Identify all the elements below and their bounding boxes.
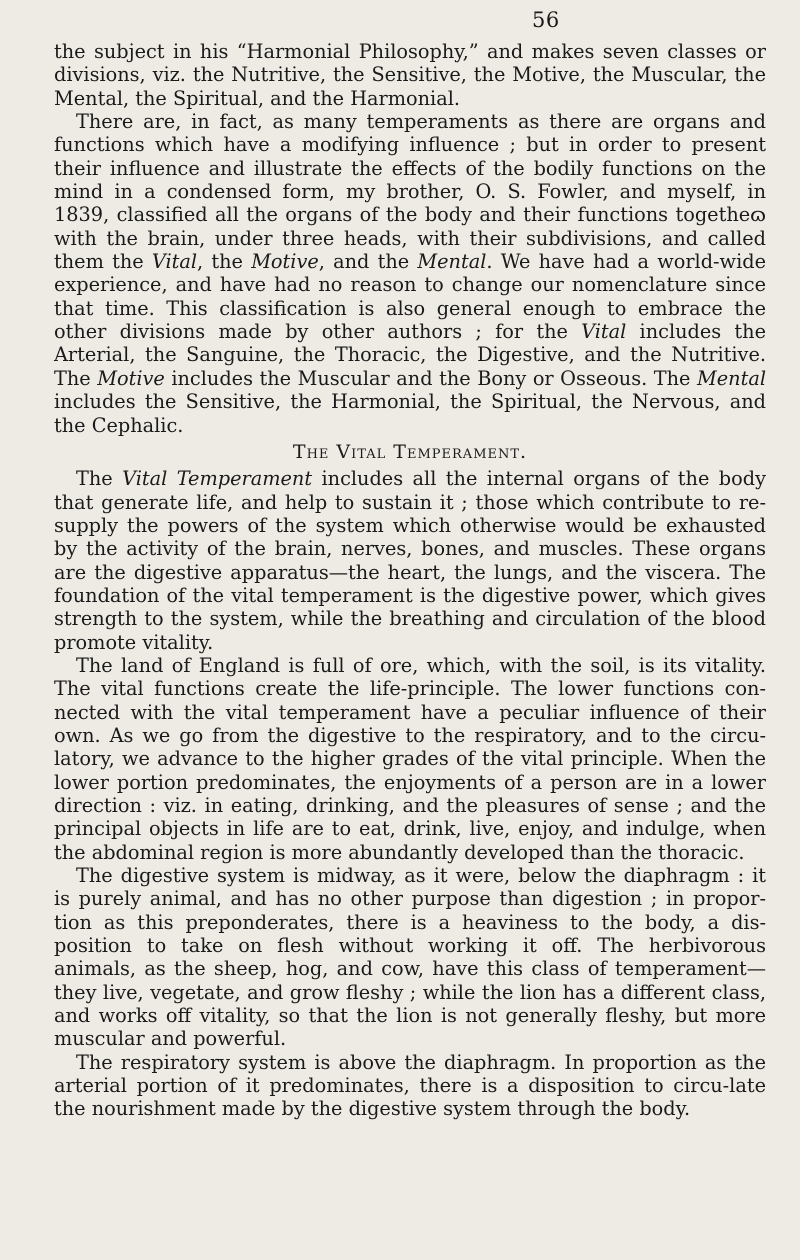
paragraph-4: The land of England is full of ore, which, with the soil, is its vitality. The vital functions create the life-principle. The lower functions con-nected with the vital temperament have a peculiar influence of their own. As we go from the digestive to the respiratory, and to the circu-latory, we advance to the higher grades of the vital principle. When the lower portion predominates, the enjoyments of a person are in a lower direction : viz. in eating, drinking, and the pleasures of sense ; and the principal objects in life are to eat, drink, live, enjoy, and indulge, when the abdominal region is more abundantly developed than the thoracic.	[54, 653, 766, 864]
paragraph-1: the subject in his “Harmonial Philosophy,” and makes seven classes or divisions, viz. the Nutritive, the Sensitive, the Motive, the Muscular, the Mental, the Spiritual, and the Harmonial.	[54, 40, 766, 110]
section-heading: The Vital Temperament.	[292, 440, 528, 463]
paragraph-2-text-e: includes the Arterial, the Sanguine, the Thoracic, the Digestive, and the Nutritive. The	[54, 320, 766, 390]
term-mental-2: Mental	[697, 366, 766, 390]
paragraph-3-text-b: includes all the internal organs of the body that generate life, and help to sustain it ; those which contribute to re-supply the powers of the system which otherwise would be exhausted by the activity of the brain, nerves, bones, and muscles. These organs are the digestive apparatus—the heart, the lungs, and the viscera. The foundation of the vital temperament is the digestive power, which gives strength to the system, while the breathing and circulation of the blood promote vitality.	[54, 467, 766, 654]
page-body	[54, 40, 766, 1121]
paragraph-3-text-a: The	[76, 467, 123, 491]
paragraph-2-text-f: includes the Muscular and the Bony or Osseous. The	[164, 366, 698, 390]
paragraph-2-text-g: includes the Sensitive, the Harmonial, the Spiritual, the Nervous, and the Cephalic.	[54, 390, 766, 437]
paragraph-2-text-b: , the	[197, 250, 252, 274]
term-vital-2: Vital	[581, 320, 627, 344]
paragraph-2-text-d: . We have had a world-wide experience, and have had no reason to change our nomenclature since that time. This classification is also general enough to embrace the other divisions made by other authors ; for the	[54, 250, 766, 344]
term-vital-temperament: Vital Temperament	[122, 467, 313, 491]
paragraph-2	[54, 110, 766, 437]
paragraph-5: The digestive system is midway, as it were, below the diaphragm : it is purely animal, and has no other purpose than digestion ; in propor-tion as this preponderates, there is a heaviness to the body, a dis-position to take on flesh without working it off. The herbivorous animals, as the sheep, hog, and cow, have this class of temperament— they live, vegetate, and grow fleshy ; while the lion has a different class, and works off vitality, so that the lion is not generally fleshy, but more muscular and powerful.	[54, 864, 766, 1051]
paragraph-6: The respiratory system is above the diaphragm. In proportion as the arterial portion of it predominates, there is a disposition to circu-late the nourishment made by the digestive system through the body.	[54, 1050, 766, 1121]
paragraph-2-text-a: There are, in fact, as many temperaments as there are organs and functions which have a modifying influence ; but in order to present their influence and illustrate the effects of the bodily functions on the mind in a condensed form, my brother, O. S. Fowler, and myself, in 1839, classified all the organs of the body and their functions togetheɷ with the brain, under three heads, with their subdivisions, and called them the	[54, 110, 766, 274]
paragraph-3	[54, 467, 766, 654]
term-vital: Vital	[151, 250, 198, 274]
term-motive: Motive	[251, 250, 319, 274]
page-number: 56	[532, 8, 560, 32]
paragraph-2-text-c: , and the	[318, 250, 418, 274]
term-mental: Mental	[417, 250, 487, 274]
term-motive-2: Motive	[97, 366, 165, 390]
